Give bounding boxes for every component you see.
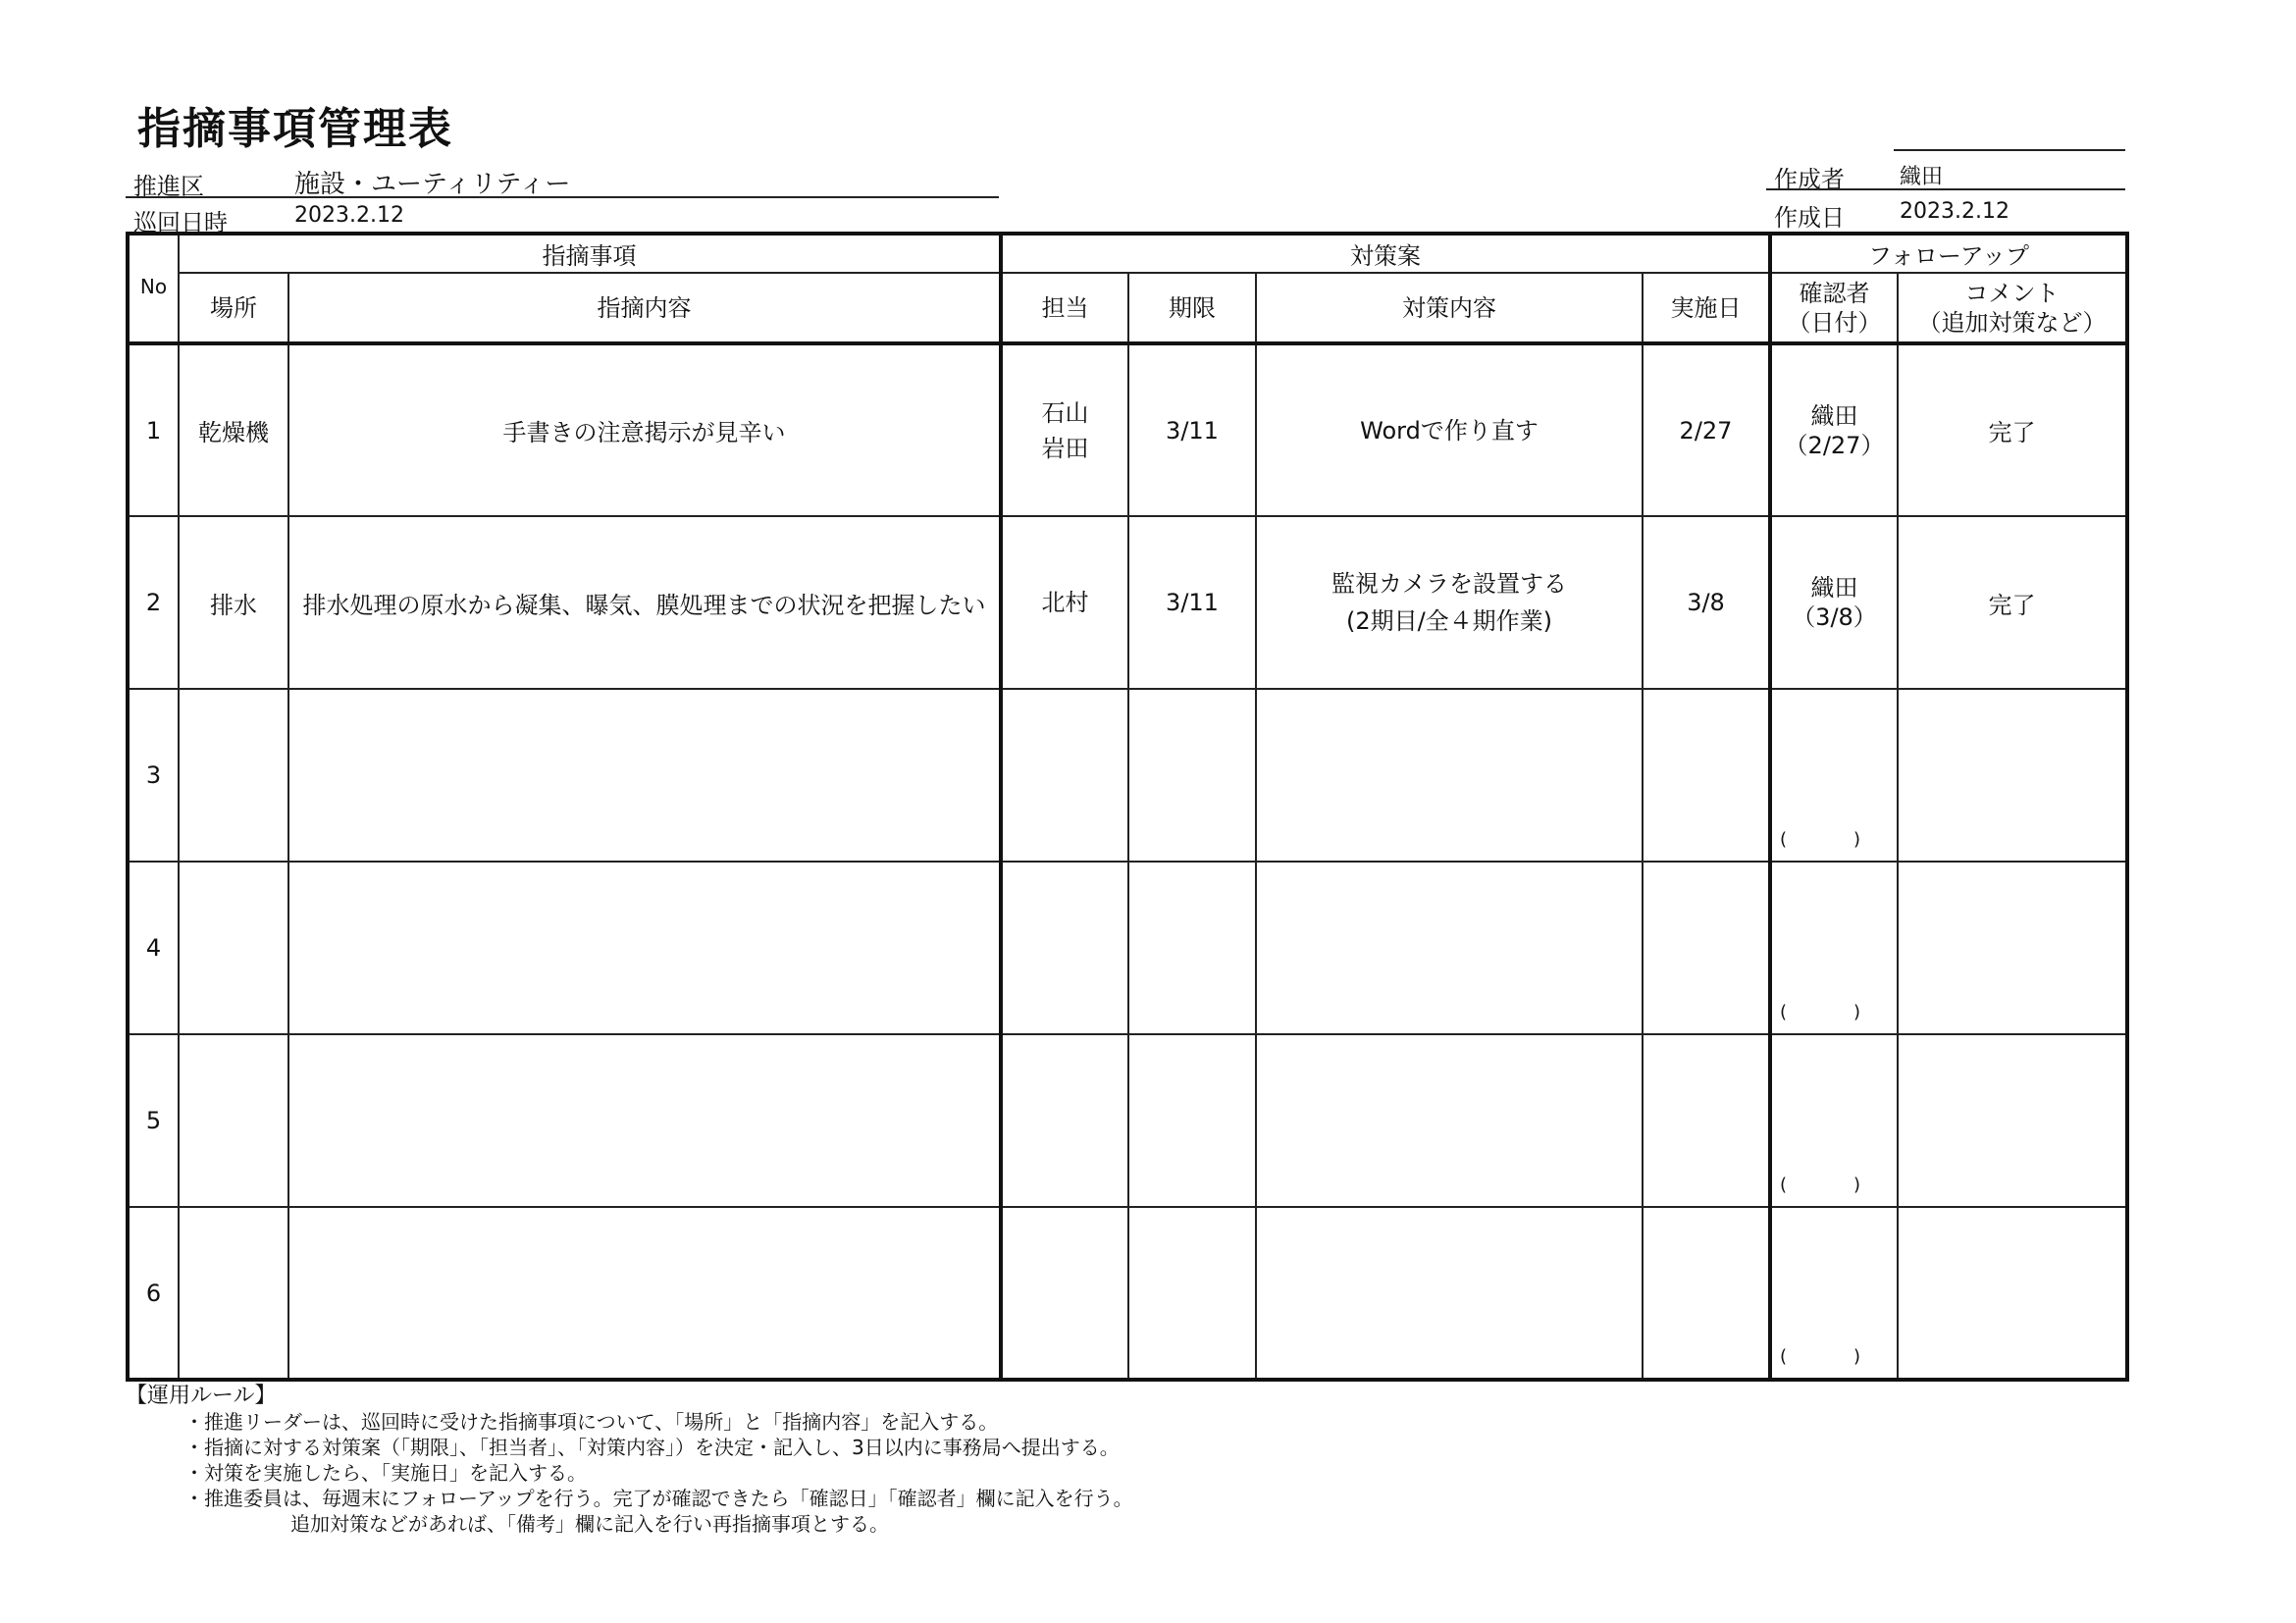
- page-title: 指摘事項管理表: [137, 104, 453, 154]
- header-confirmer-line2: （日付）: [1787, 308, 1882, 337]
- row-assignee[interactable]: [1001, 1034, 1128, 1207]
- table-row: [128, 1207, 2127, 1380]
- row-done-date[interactable]: 3/8: [1643, 516, 1770, 689]
- header-confirmer: [1770, 273, 1898, 343]
- row-content[interactable]: [288, 689, 1001, 862]
- header-assignee: 担当: [1001, 273, 1128, 343]
- header-no: No: [128, 234, 179, 343]
- header-comment-line2: （追加対策など）: [1917, 308, 2107, 337]
- rules-line: ・対策を実施したら、「実施日」を記入する。: [184, 1461, 587, 1485]
- row-confirm-date: （2/27）: [1784, 431, 1885, 459]
- row-no: 1: [128, 343, 179, 516]
- row-assignee[interactable]: [1001, 862, 1128, 1034]
- row-comment[interactable]: [1898, 1207, 2127, 1380]
- author-underline: [1766, 188, 2125, 190]
- row-assignee[interactable]: [1001, 343, 1128, 516]
- row-assignee-2: 岩田: [1041, 434, 1089, 462]
- rules-line-continuation: 追加対策などがあれば、「備考」欄に記入を行い再指摘事項とする。: [290, 1512, 889, 1536]
- author-value: 織田: [1900, 165, 1944, 189]
- row-confirm[interactable]: [1770, 1207, 1898, 1380]
- header-group-plan: 対策案: [1001, 234, 1770, 273]
- row-plan-1: Wordで作り直す: [1360, 416, 1539, 445]
- row-content[interactable]: 手書きの注意掲示が見辛い: [288, 343, 1001, 516]
- date-value: 2023.2.12: [294, 203, 404, 228]
- row-done-date[interactable]: [1643, 689, 1770, 862]
- row-deadline[interactable]: [1128, 1207, 1256, 1380]
- row-deadline[interactable]: 3/11: [1128, 516, 1256, 689]
- row-confirm[interactable]: [1770, 1034, 1898, 1207]
- row-content[interactable]: [288, 1034, 1001, 1207]
- row-no: 4: [128, 862, 179, 1034]
- header-comment-line1: コメント: [1964, 279, 2060, 307]
- area-underline: [126, 196, 999, 198]
- row-plan[interactable]: [1256, 343, 1643, 516]
- row-done-date[interactable]: [1643, 1034, 1770, 1207]
- row-place[interactable]: 排水: [179, 516, 288, 689]
- author-label: 作成者: [1774, 166, 1845, 193]
- table-row: [128, 343, 2127, 516]
- table-row: [128, 689, 2127, 862]
- confirm-date-bracket: ( ): [1780, 829, 1863, 850]
- row-comment[interactable]: [1898, 862, 2127, 1034]
- row-assignee-1: 石山: [1041, 398, 1089, 427]
- rules-heading: 【運用ルール】: [126, 1384, 277, 1408]
- author-topline: [1894, 149, 2125, 151]
- row-place[interactable]: 乾燥機: [179, 343, 288, 516]
- row-comment[interactable]: 完了: [1898, 343, 2127, 516]
- header-group-findings: 指摘事項: [179, 234, 1001, 273]
- row-plan[interactable]: [1256, 689, 1643, 862]
- row-place[interactable]: [179, 1034, 288, 1207]
- row-confirm-date: （3/8）: [1792, 603, 1877, 631]
- findings-table: [126, 232, 2129, 1382]
- row-plan[interactable]: [1256, 1034, 1643, 1207]
- header-content: 指摘内容: [288, 273, 1001, 343]
- header-group-followup: フォローアップ: [1770, 234, 2127, 273]
- row-plan[interactable]: [1256, 1207, 1643, 1380]
- row-comment[interactable]: [1898, 1034, 2127, 1207]
- table-row: [128, 862, 2127, 1034]
- created-value: 2023.2.12: [1900, 199, 2009, 224]
- row-deadline[interactable]: [1128, 1034, 1256, 1207]
- row-no: 5: [128, 1034, 179, 1207]
- row-confirm[interactable]: [1770, 343, 1898, 516]
- row-deadline[interactable]: [1128, 689, 1256, 862]
- row-content[interactable]: [288, 862, 1001, 1034]
- row-assignee[interactable]: [1001, 1207, 1128, 1380]
- header-done-date: 実施日: [1643, 273, 1770, 343]
- confirm-date-bracket: ( ): [1780, 1175, 1863, 1195]
- row-done-date[interactable]: [1643, 1207, 1770, 1380]
- row-confirmer: 織田: [1810, 401, 1858, 430]
- row-done-date[interactable]: [1643, 862, 1770, 1034]
- header-plan-content: 対策内容: [1256, 273, 1643, 343]
- row-deadline[interactable]: 3/11: [1128, 343, 1256, 516]
- created-label: 作成日: [1774, 204, 1845, 232]
- header-comment: [1898, 273, 2127, 343]
- header-deadline: 期限: [1128, 273, 1256, 343]
- row-no: 3: [128, 689, 179, 862]
- confirm-date-bracket: ( ): [1780, 1002, 1863, 1022]
- row-assignee[interactable]: [1001, 516, 1128, 689]
- row-confirmer: 織田: [1810, 574, 1858, 602]
- row-comment[interactable]: [1898, 689, 2127, 862]
- row-content[interactable]: [288, 1207, 1001, 1380]
- confirm-date-bracket: ( ): [1780, 1346, 1863, 1367]
- row-confirm[interactable]: [1770, 689, 1898, 862]
- row-deadline[interactable]: [1128, 862, 1256, 1034]
- area-label: 推進区: [133, 173, 204, 200]
- area-value: 施設・ユーティリティー: [294, 170, 571, 199]
- row-no: 6: [128, 1207, 179, 1380]
- date-label: 巡回日時: [133, 209, 228, 236]
- row-plan-1: 監視カメラを設置する: [1331, 570, 1567, 598]
- table-row: [128, 1034, 2127, 1207]
- header-place: 場所: [179, 273, 288, 343]
- row-comment[interactable]: 完了: [1898, 516, 2127, 689]
- row-place[interactable]: [179, 862, 288, 1034]
- table-row: [128, 516, 2127, 689]
- row-content[interactable]: 排水処理の原水から凝集、曝気、膜処理までの状況を把握したい: [288, 516, 1001, 689]
- row-assignee-1: 北村: [1041, 589, 1089, 616]
- row-confirm[interactable]: [1770, 862, 1898, 1034]
- rules-line: ・推進リーダーは、巡回時に受けた指摘事項について、「場所」と「指摘内容」を記入する。: [184, 1410, 999, 1434]
- rules-line: ・指摘に対する対策案（「期限」、「担当者」、「対策内容」）を決定・記入し、3日以内に事務局へ提出する。: [184, 1436, 1120, 1459]
- header-confirmer-line1: 確認者: [1799, 279, 1870, 307]
- row-done-date[interactable]: 2/27: [1643, 343, 1770, 516]
- row-plan[interactable]: [1256, 862, 1643, 1034]
- row-assignee[interactable]: [1001, 689, 1128, 862]
- rules-line: ・推進委員は、毎週末にフォローアップを行う。完了が確認できたら「確認日」「確認者」欄に記入を行う。: [184, 1487, 1133, 1510]
- row-plan[interactable]: [1256, 516, 1643, 689]
- operating-rules: [126, 1384, 1133, 1537]
- row-place[interactable]: [179, 689, 288, 862]
- row-plan-2: (2期目/全４期作業): [1345, 607, 1553, 635]
- row-confirm[interactable]: [1770, 516, 1898, 689]
- row-no: 2: [128, 516, 179, 689]
- row-place[interactable]: [179, 1207, 288, 1380]
